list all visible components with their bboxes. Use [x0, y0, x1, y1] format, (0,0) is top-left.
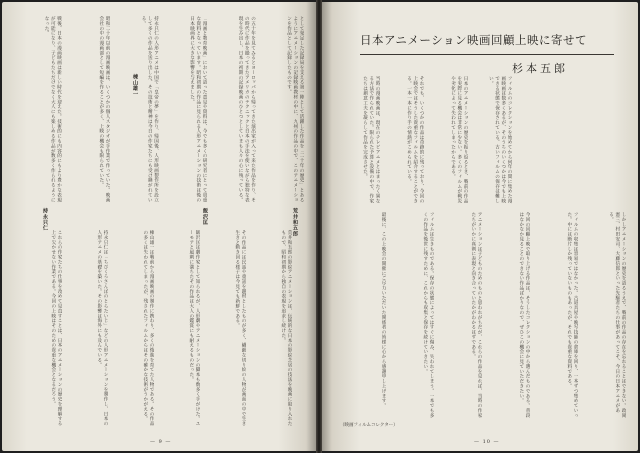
section-heading: 荒井和五郎: [292, 208, 298, 237]
right-top-column: 日本のアニメーションの歴史を振り返るとき、戦前の作品を実際に見る機会は非常に少ない。多くのフィルムが戦災や劣化によって失われてしまったからである。: [450, 76, 468, 204]
right-top-column: フィルムのコレクションを始めてから何年の間に集めた漫画映画は数多くあるが、そのうちのいくつかは今でも上映できる状態で保存されている。古いフィルムの保存は難しい。: [488, 76, 512, 204]
right-top-column: それでも、いくつかの作品は奇跡的に残っており、今回の上映会ではそうした貴重なフィルムを紹介することができる。一本一本に作り手の情熱がこめられている。: [406, 76, 424, 204]
right-bottom-column: アニメーションは子どものためのものと思われがちだが、これらの作品を見れば、当時の作家たちがいかに真剣に表現と向き合っていたかがわかるはずである。: [470, 212, 482, 418]
right-bottom-column: 最後に、この上映会の開催にご尽力いただいた関係者の皆様に心から感謝申し上げます。: [381, 212, 386, 408]
left-page: [2, 2, 316, 451]
article-author: 杉本五郎: [512, 62, 568, 75]
left-top-column: として発足した記録局を支える第一陣として活躍した作品を「二十年の歴史」とあるようにアニメーションの記録映画教材の中に、九州の作品の中で、このアニメーションを作品として記録したものです。: [286, 16, 304, 203]
page-number: — 10 —: [474, 439, 500, 445]
page-number: — 9 —: [150, 439, 172, 445]
left-bottom-column: これらの作家たちの仕事を改めて見直すことは、日本のアニメーションの歴史を理解する上で欠かせない作業である。今回の上映はそのための貴重な機会となるだろう。: [50, 230, 62, 426]
section-heading: 飯沢匡: [202, 208, 208, 226]
left-bottom-column: 持永只仁は「ちびくろさんぼのとらたいじ」などの人形アニメーションを制作し、日本の人形アニメの基礎を築いた。その影響は海外にも及んでいる。: [96, 230, 108, 426]
right-page: [322, 2, 638, 451]
right-top-column: 当時の漫画映画は、現在のテレビアニメとはまったく異なる方法で作られていた。限られた予算と設備の中で、作家たちは創意工夫を凝らして作品を完成させた。: [362, 76, 380, 204]
left-bottom-column: 飯沢匡は劇作家として知られるが、人形劇やアニメーションの脚本も数多く手がけた。ユーモアと風刺に満ちたその作品は大人の鑑賞にも耐えるものだった。: [188, 230, 200, 426]
left-top-column: 戦後、日本の漫画映画は新しい時代を迎えた。技術的にも内容的にもより豊かな表現が可能になり、子どもたちだけでなく大人にも楽しめる作品が数多く作られるようになった。: [44, 16, 62, 203]
right-bottom-column: 今回の回顧上映で取り上げる作品は、そうしたコレクションの中から選んだものである。普段はなかなか見ることのできない作品ばかりなので、ぜひこの機会に見ていただきたい。: [518, 212, 530, 418]
left-bottom-column: 荒井和五郎の影絵アニメーションは、伝統的な日本の影絵芝居の技法を映画に取り入れたもので、昭和初期から独自の表現を追求し続けた。: [280, 230, 292, 426]
fold-shadow: [322, 2, 332, 451]
article-title: 日本アニメーション映画回顧上映に寄せて: [360, 33, 587, 47]
left-top-text-block: [16, 16, 304, 206]
right-bottom-text-block: [336, 212, 626, 422]
left-top-column: の五十年を見てみるとヨーロッパから帰ってきた演出家が入って来た作品を作り、その時代に作品を撮ってきたアメリカのテクニックと日本の手法を使いながら独特な表現を生み出し、日本の初期の記録映画のひとつとしていまも人々の心に残っている。: [238, 16, 256, 203]
left-top-column: 持永只仁の人形アニメは中国で「皇帝の夢」を作り、帰国後、人形映画製作所を設立して多くの作品を送り出した。その技術と精神は今日の作家たちにも受け継がれている。: [141, 16, 159, 203]
title-rule: [360, 54, 614, 55]
left-top-column: 昭和二十年以前の漫画映画は、いくつかの個人スタジオが手作業で作っていた。映画会社の中の漫画部として短編を作ることが多く、上映の機会も限られていた。: [98, 16, 110, 203]
right-bottom-column: フィルムは生きものである。保存の状態によってはすぐに傷み、失われてしまう。一本でも多くの作品を後世に残すために、これからも収集と保存を続けていきたい。: [422, 212, 434, 418]
section-heading: 棟山雄一: [132, 74, 138, 97]
right-bottom-column: フィルムの収集は容易ではなかった。古道具屋や映写技師の倉庫を回り、一本ずつ集めていった。中には断片しか残っていないものもあったが、それでも貴重な資料である。: [566, 212, 578, 418]
left-top-column: 「漫画と教育映画」において語った意見や資料は、今でも多くの研究者にとって貴重な資料となっています。昭和初期の作品に見られる人形アニメーションの技術は後の日本映画界に大きな影響を与えました。: [189, 16, 207, 203]
right-top-text-block: [336, 76, 512, 204]
article-title-box: [360, 32, 616, 52]
fold-shadow: [306, 2, 316, 451]
right-bottom-column: しかしアニメーションの歴史を語るうえで、戦前の作品の存在を忘れることはできない。政岡憲三、村田安司、大藤信郎といった先駆者たちの仕事があってこそ、今日の日本アニメがある。: [608, 212, 626, 418]
left-bottom-column: その作品には民話や童話を題材としたものが多く、繊細な切り絵の人物が画面の中で生き生きと動き回る様子は今見ても新鮮である。: [234, 230, 246, 426]
left-bottom-column: 棟山雄一は戦前から漫画映画の制作に携わり、多くの後進を育てた人物である。その作品の多くは失われてしまったが、残されたフィルムからはその確かな技術がうかがえる。: [142, 230, 154, 426]
author-affiliation: （映画フィルムコレクター）: [340, 423, 398, 428]
left-bottom-text-block: [16, 230, 292, 430]
section-heading: 持永只仁: [42, 208, 48, 231]
